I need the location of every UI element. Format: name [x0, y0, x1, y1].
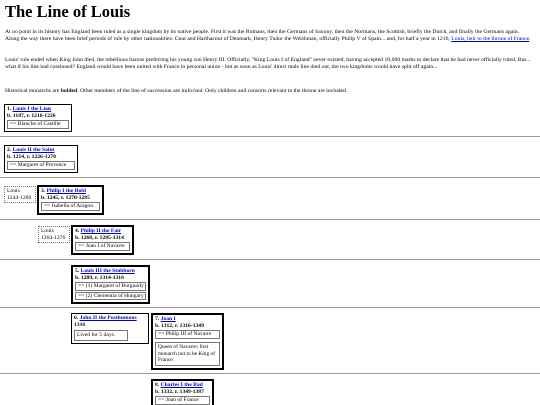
spouse-entry: == Joan of France — [155, 396, 210, 405]
page-title: The Line of Louis — [5, 2, 131, 21]
monarch-box — [71, 265, 150, 304]
row-divider — [0, 259, 540, 260]
monarch-link[interactable]: Louis III the Stubborn — [80, 268, 135, 274]
monarch-number: 8. — [155, 382, 160, 388]
monarch-link[interactable]: Louis II the Saint — [12, 147, 55, 153]
monarch-heading — [7, 106, 69, 113]
monarch-dates: b. 1312, r. 1316-1349 — [155, 322, 204, 329]
monarch-link[interactable]: Louis I the Lion — [12, 106, 52, 112]
sibling-box — [38, 226, 70, 243]
monarch-heading — [75, 268, 146, 275]
monarch-dates: b. 1332, r. 1349-1387 — [155, 388, 204, 395]
sibling-box — [4, 186, 36, 203]
monarch-heading — [155, 316, 220, 323]
legend-text: . Only children and consorts relevant to the throne are included. — [202, 88, 348, 94]
sibling-name: Louis — [41, 228, 54, 234]
legend-text: Historical monarchs are — [5, 88, 61, 94]
monarch-link[interactable]: Joan I — [160, 316, 176, 322]
intro-paragraph-1 — [5, 29, 533, 43]
row-divider — [0, 136, 540, 137]
legend-text: . Other members of the line of succession are — [77, 88, 182, 94]
monarch-link[interactable]: Charles I the Bad — [160, 382, 203, 388]
monarch-dates: b. 1214, r. 1226-1270 — [7, 153, 56, 160]
spouse-entry: == Isabella of Aragon — [41, 202, 100, 211]
louis-heir-link[interactable]: Louis, heir to the throne of France — [451, 36, 530, 43]
sibling-name: Louis — [7, 188, 20, 194]
monarch-number: 4. — [75, 228, 80, 234]
intro-text: At no point in its history has England been ruled as a single kingdom by its native people. First it was the Romans, then the Germans of Saxony, then the Normans, the Scottish, briefly the Dutch, and finally the Germans again. Along the way there have been brief periods of rule by other nationalities: Cnut and Harthacnut of Denmark, Henry Tudor the Welshman, officially Philip V of Spain... and, for half a year in 1216, — [5, 29, 520, 43]
legend-bold-text: bolded — [60, 88, 78, 94]
monarch-dates: b. 1245, r. 1270-1285 — [41, 194, 90, 201]
monarch-box — [4, 145, 78, 173]
row-divider — [0, 307, 540, 308]
monarch-heading — [41, 188, 100, 195]
monarch-dates: 1316 — [74, 321, 86, 328]
sibling-dates: 1244-1260 — [7, 194, 32, 201]
spouse-entry: == Joan I of Navarre — [75, 242, 130, 251]
spouse-entry: == (1) Margaret of Burgundy — [75, 282, 146, 291]
monarch-box — [151, 313, 224, 370]
monarch-number: 3. — [41, 188, 46, 194]
monarch-link[interactable]: John II the Posthumous — [79, 315, 137, 321]
monarch-heading — [155, 382, 210, 389]
monarch-number: 2. — [7, 147, 12, 153]
spouse-entry: == Margaret of Provence — [7, 161, 75, 170]
monarch-link[interactable]: Philip I the Bold — [46, 188, 86, 194]
row-divider — [0, 177, 540, 178]
monarch-box — [4, 104, 72, 132]
monarch-heading — [75, 228, 130, 235]
monarch-number: 1. — [7, 106, 12, 112]
monarch-heading — [7, 147, 75, 154]
monarch-box — [71, 225, 134, 255]
spouse-entry: == (2) Clementia of Hungary — [75, 292, 146, 301]
monarch-dates: b. 1187, r. 1216-1226 — [7, 112, 56, 119]
monarch-number: 7. — [155, 316, 160, 322]
spouse-entry: == Blanche of Castille — [7, 120, 69, 129]
monarch-dates: b. 1268, r. 1285-1314 — [75, 234, 124, 241]
intro-text-end: . — [529, 36, 531, 43]
sibling-dates: 1264-1276 — [41, 234, 66, 241]
monarch-box — [71, 313, 149, 344]
monarch-dates: b. 1289, r. 1314-1316 — [75, 274, 124, 281]
monarch-link[interactable]: Philip II the Fair — [80, 228, 122, 234]
spouse-entry: == Philip III of Navarre — [155, 330, 220, 339]
monarch-note: Lived for 5 days. — [74, 330, 128, 341]
monarch-number: 5. — [75, 268, 80, 274]
legend-paragraph — [5, 88, 533, 95]
intro-paragraph-2: Louis' rule ended when King John died, the rebellious barons preferring his young son Henry III. Officially, "King Louis I of England" never existed, having accepted 10,000 marks to declare that he had never officially ruled. But... what if his line had continued? England would have been united with France in personal union - but as soon as Louis' direct male line died out, the two kingdoms would have split off again... — [5, 57, 531, 71]
monarch-number: 6. — [74, 315, 79, 321]
monarch-heading — [74, 315, 146, 322]
row-divider — [0, 373, 540, 374]
monarch-box — [151, 379, 214, 405]
row-divider — [0, 219, 540, 220]
monarch-note: Queen of Navarre; first monarch not to be King of France. — [155, 342, 220, 366]
legend-italic-text: italicised — [181, 88, 203, 94]
monarch-box — [37, 185, 104, 215]
